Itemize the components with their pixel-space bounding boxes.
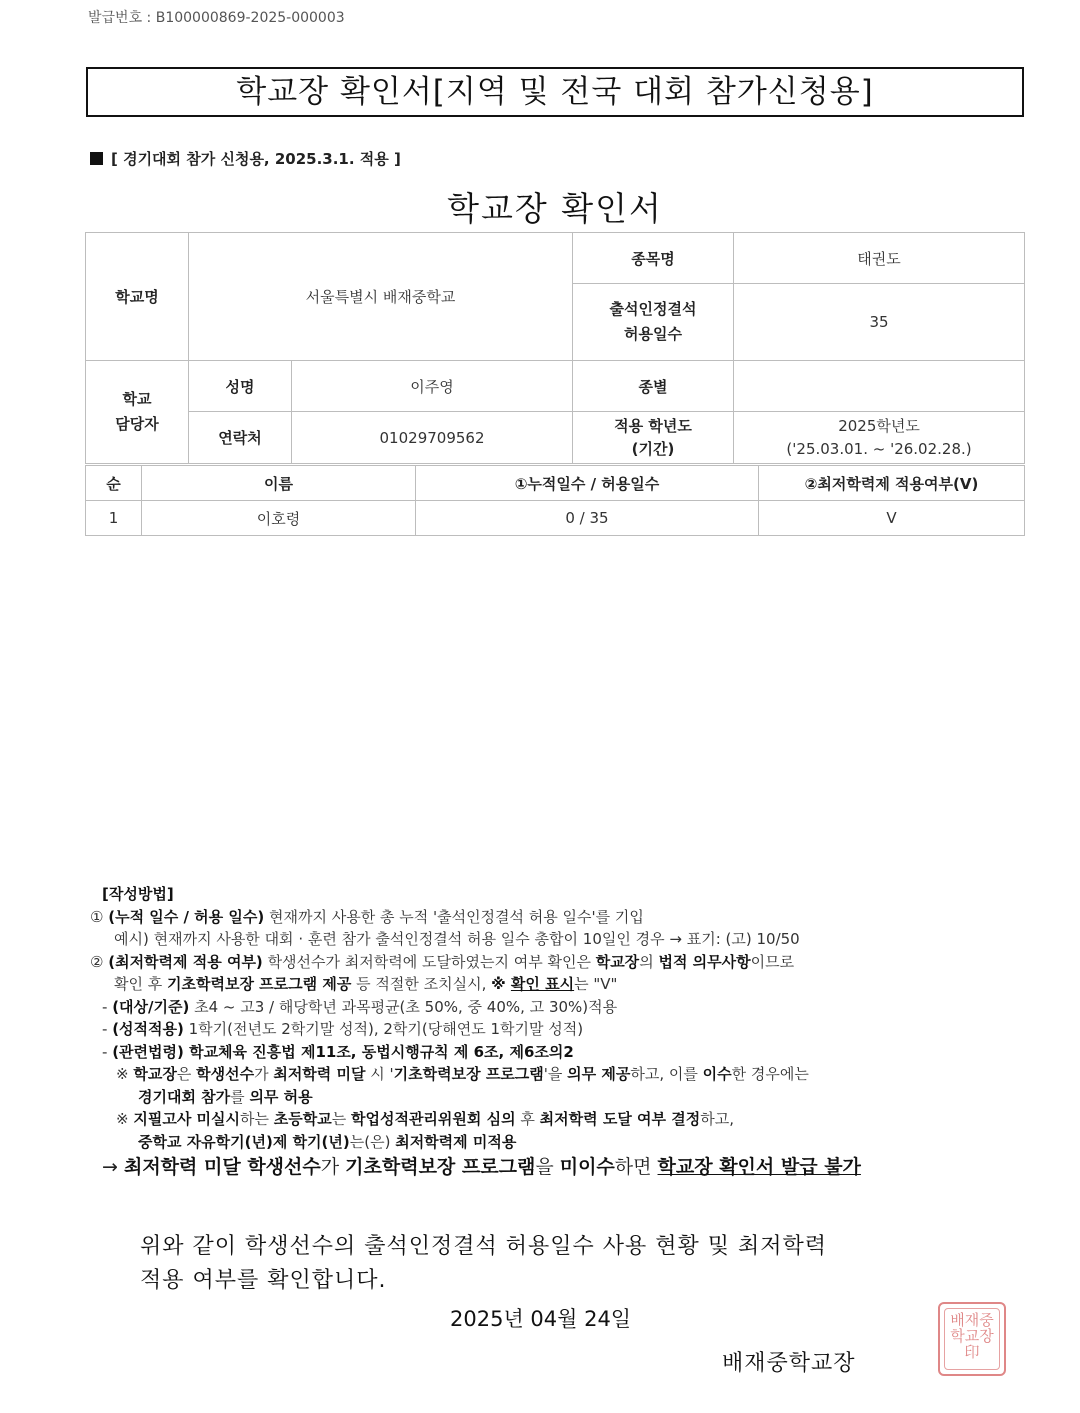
- instructions: [90, 883, 1030, 1179]
- l5-dash: -: [102, 997, 113, 1016]
- instruction-line-8: [90, 1063, 1030, 1086]
- l10-b3: 학업성적관리위원회 심의: [350, 1110, 516, 1128]
- l3-text: 학생선수가 최저학력에 도달하였는지 여부 확인은: [262, 952, 596, 971]
- instruction-line-4: [90, 973, 1030, 996]
- school-manager-label-line1: 학교: [122, 390, 152, 408]
- l9-b1: 경기대회 참가: [138, 1087, 231, 1106]
- l10-b1: 지필고사 미실시: [133, 1110, 240, 1128]
- header-name: 이름: [142, 466, 416, 501]
- l10-b4: 최저학력 도달 여부 결정: [539, 1110, 701, 1128]
- issue-number: 발급번호 : B100000869-2025-000003: [88, 10, 345, 26]
- l11-b1: 중학교 자유학기(년)제 학기(년): [138, 1132, 350, 1151]
- l12-b1: 최저학력 미달 학생선수: [123, 1156, 321, 1178]
- confirmation-line-1: 위와 같이 학생선수의 출석인정결석 허용일수 사용 현황 및 최저학력: [140, 1234, 828, 1259]
- school-name-value: 서울특별시 배재중학교: [189, 233, 573, 361]
- l12-t1: 가: [320, 1156, 346, 1178]
- school-year-period: ('25.03.01. ~ '26.02.28.): [786, 439, 972, 458]
- l8-t4: '을: [543, 1065, 568, 1083]
- l11-b2: 최저학력제 미적용: [395, 1132, 517, 1151]
- l4-bold-2: 확인 표시: [510, 975, 575, 993]
- instruction-line-1: [90, 906, 1030, 929]
- l3-text-2: 의: [639, 952, 659, 971]
- student-list-table: [85, 465, 1025, 536]
- l10-t3: 후: [515, 1110, 540, 1128]
- official-seal-icon: [938, 1302, 1006, 1376]
- row-name: 이호령: [142, 501, 416, 536]
- l6-term: (성적적용): [112, 1020, 184, 1038]
- row-min-academic: V: [759, 501, 1025, 536]
- l9-b2: 의무 허용: [249, 1087, 313, 1106]
- contact-label: 연락처: [189, 412, 292, 464]
- instruction-line-10: [90, 1108, 1030, 1131]
- subnote: [90, 148, 401, 169]
- school-manager-label: [86, 361, 189, 464]
- header-days: ①누적일수 / 허용일수: [416, 466, 759, 501]
- l6-text: 1학기(전년도 2학기말 성적), 2학기(당해연도 1학기말 성적): [183, 1020, 584, 1038]
- instruction-line-6: [90, 1018, 1030, 1041]
- contact-value: 01029709562: [292, 412, 573, 464]
- l8-b5: 의무 제공: [567, 1065, 631, 1083]
- l12-b3: 미이수: [559, 1156, 615, 1178]
- category-label: 종별: [573, 361, 734, 412]
- l8-t2: 가: [254, 1065, 274, 1083]
- row-no: 1: [86, 501, 142, 536]
- sport-value: 태권도: [734, 233, 1025, 284]
- l1-text: 현재까지 사용한 총 누적 '출석인정결석 허용 일수'를 기입: [264, 907, 644, 926]
- allowed-days-value: 35: [734, 284, 1025, 361]
- issue-date: 2025년 04월 24일: [450, 1307, 632, 1331]
- principal-name: 배재중학교장: [722, 1351, 856, 1376]
- instruction-line-12: [90, 1156, 1030, 1179]
- instruction-line-2: 예시) 현재까지 사용한 대회 · 훈련 참가 출석인정결석 허용 일수 총합이 10일인 경우 → 표기: (고) 10/50: [114, 930, 800, 948]
- l7-text: 학교체육 진흥법 제11조, 동법시행규칙 제 6조, 제6조의2: [183, 1042, 574, 1061]
- l8-t3: 시 ': [365, 1065, 394, 1083]
- info-table: [85, 232, 1025, 464]
- l11-t1: 는(은): [349, 1132, 396, 1151]
- l4-text-2: 등 적절한 조치실시,: [351, 975, 492, 993]
- school-year-value-line1: 2025학년도: [838, 416, 920, 435]
- l8-t6: 한 경우에는: [731, 1065, 809, 1083]
- instructions-heading-text: [작성방법]: [102, 885, 174, 903]
- l1-term: (누적 일수 / 허용 일수): [108, 907, 265, 926]
- l5-text: 초4 ~ 고3 / 해당학년 과목평균(초 50%, 중 40%, 고 30%)적용: [189, 997, 618, 1016]
- l12-t3: 하면: [614, 1156, 658, 1178]
- manager-name-label: 성명: [189, 361, 292, 412]
- l12-b2: 기초학력보장 프로그램: [345, 1156, 536, 1178]
- instruction-line-3: [90, 951, 1030, 974]
- l4-bold-1: 기초학력보장 프로그램 제공: [167, 975, 352, 993]
- row-days: 0 / 35: [416, 501, 759, 536]
- table-row: [86, 501, 1025, 536]
- school-year-label-line2: (기간): [631, 439, 675, 458]
- l10-mark: ※: [116, 1110, 134, 1128]
- header-no: 순: [86, 466, 142, 501]
- allowed-days-label-line2: 허용일수: [624, 325, 682, 343]
- l6-dash: -: [102, 1020, 113, 1038]
- l8-mark: ※: [116, 1065, 134, 1083]
- l10-t4: 하고,: [700, 1110, 734, 1128]
- l8-b4: 기초학력보장 프로그램: [393, 1065, 544, 1083]
- square-bullet-icon: [90, 152, 103, 165]
- arrow-icon: →: [102, 1156, 124, 1178]
- l8-t1: 은: [176, 1065, 197, 1083]
- l8-t5: 하고, 이를: [630, 1065, 703, 1083]
- category-value: [734, 361, 1025, 412]
- confirmation-line-2: 적용 여부를 확인합니다.: [140, 1268, 387, 1293]
- school-year-label: [573, 412, 734, 464]
- l8-b1: 학교장: [133, 1065, 177, 1083]
- l4-text-3: 는 "V": [574, 975, 618, 993]
- main-title: 학교장 확인서[지역 및 전국 대회 참가신청용]: [86, 67, 1024, 117]
- circle-2: ②: [90, 952, 109, 971]
- l8-b2: 학생선수: [196, 1065, 255, 1083]
- confirmation-statement: [140, 1230, 827, 1298]
- l8-b3: 최저학력 미달: [273, 1065, 366, 1083]
- circle-1: ①: [90, 907, 109, 926]
- subnote-text: [ 경기대회 참가 신청용, 2025.3.1. 적용 ]: [111, 150, 401, 168]
- document-title: 학교장 확인서: [447, 189, 663, 228]
- l10-t1: 하는: [240, 1110, 274, 1128]
- instruction-line-7: [90, 1041, 1030, 1064]
- seal-text: 배재중 학교장 印: [950, 1311, 994, 1361]
- header-min-academic: ②최저학력제 적용여부(V): [759, 466, 1025, 501]
- l10-b2: 초등학교: [273, 1110, 332, 1128]
- school-year-value: [734, 412, 1025, 464]
- instruction-line-5: [90, 996, 1030, 1019]
- l10-t2: 는: [331, 1110, 351, 1128]
- l7-term: (관련법령): [112, 1042, 184, 1061]
- l5-term: (대상/기준): [112, 997, 190, 1016]
- l9-t1: 를: [230, 1087, 250, 1106]
- instructions-heading: [90, 883, 1030, 906]
- school-year-label-line1: 적용 학년도: [614, 416, 692, 435]
- manager-name-value: 이주영: [292, 361, 573, 412]
- l12-t2: 을: [535, 1156, 560, 1178]
- l7-dash: -: [102, 1042, 113, 1061]
- l12-b4: 학교장 확인서 발급 불가: [657, 1156, 861, 1178]
- l3-text-3: 이므로: [750, 952, 795, 971]
- instruction-line-11: [90, 1131, 1030, 1154]
- instruction-line-9: [90, 1086, 1030, 1109]
- school-name-label: 학교명: [86, 233, 189, 361]
- l3-term: (최저학력제 적용 여부): [108, 952, 263, 971]
- l3-bold-2: 법적 의무사항: [658, 952, 751, 971]
- allowed-days-label-line1: 출석인정결석: [609, 300, 697, 318]
- school-manager-label-line2: 담당자: [115, 415, 159, 433]
- l4-text: 확인 후: [114, 975, 168, 993]
- l8-b6: 이수: [702, 1065, 732, 1083]
- l3-bold-1: 학교장: [595, 952, 640, 971]
- l4-note-mark: ※: [491, 975, 511, 993]
- sport-label: 종목명: [573, 233, 734, 284]
- allowed-days-label: [573, 284, 734, 361]
